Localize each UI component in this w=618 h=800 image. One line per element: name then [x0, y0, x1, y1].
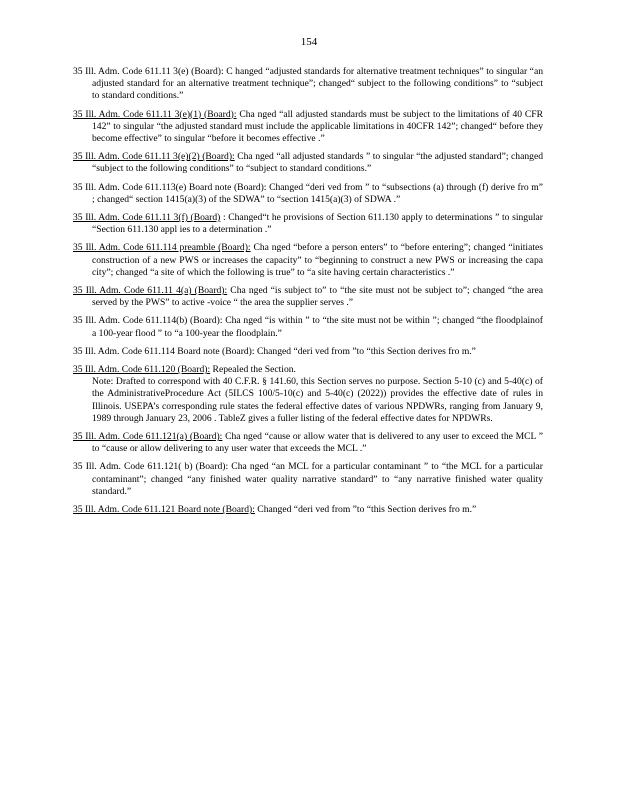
entry-text: Repealed the Section. — [210, 364, 296, 376]
entry-611-114-board-note — [73, 346, 543, 358]
entry-text: Cha nged “all adjusted standards ” to singular “the adjusted standard”; changed “subject to the following conditions” to “subject to standard conditions.” — [92, 151, 543, 175]
entry-611-114-preamble — [73, 242, 543, 279]
entry-text: C hanged “adjusted standards for alternative treatment techniques” to singular “an adjusted standard for an alternative treatment technique”; changed“ subject to the following conditions” to “subject to standard conditions.” — [92, 66, 544, 102]
entry-text: Changed “deri ved from ”to “this Section derives fro m.” — [254, 504, 477, 516]
entry-citation: 35 Ill. Adm. Code 611.113(e) Board note (Board): — [73, 181, 267, 193]
entry-text: Changed “deri ved from ” to “subsections (a) through (f) derive fro m” ; changed“ section 1415(a)(3) of the SDWA” to “section 1415(a)(3) of SDWA .” — [92, 181, 543, 205]
entry-611-113-f — [73, 212, 543, 236]
entry-text: Cha nged “is within ” to “the site must not be within ”; changed “the floodplainof a 100-year flood ” to “a 100-year the floodplain.” — [92, 315, 543, 339]
entry-text: : Changed“t he provisions of Section 611.130 apply to determinations ” to singular “Section 611.130 appl ies to a determination .” — [92, 212, 543, 236]
entry-611-114-b — [73, 315, 543, 339]
entry-citation: 35 Ill. Adm. Code 611.11 3(e)(2) (Board): — [73, 151, 235, 163]
entry-text: Cha nged “is subject to” to “the site must not be subject to”; changed “the area served by the PWS” to active -voice “ the area the supplier serves .” — [92, 285, 543, 309]
entry-611-113-e — [73, 66, 543, 103]
entry-611-121-a — [73, 431, 543, 455]
entry-text: Changed “deri ved from ”to “this Section derives fro m.” — [254, 345, 476, 357]
entry-611-113-e-2 — [73, 151, 543, 175]
entry-citation: 35 Ill. Adm. Code 611.11 3(f) (Board) — [73, 212, 221, 224]
entry-611-121-board-note — [73, 504, 543, 516]
entry-611-113-e-board-note — [73, 182, 543, 206]
entry-citation: 35 Ill. Adm. Code 611.11 3(e)(1) (Board): — [73, 108, 237, 120]
entry-text: Cha nged “cause or allow water that is delivered to any user to exceed the MCL ” to “cause or allow delivering to any user water that exceeds the MCL .” — [92, 431, 543, 455]
entry-citation: 35 Ill. Adm. Code 611.121(a) (Board): — [73, 431, 223, 443]
entry-text: Cha nged “before a person enters” to “before entering”; changed “initiates construction of a new PWS or increases the capacity” to “beginning to construct a new PWS or increasing the capa city”; changed “a site of which the following is true” to “a site having certain characteristics .” — [92, 242, 543, 278]
entry-list — [73, 66, 543, 522]
entry-text: Cha nged “all adjusted standards must be subject to the limitations of 40 CFR 142” to singular “the adjusted standard must include the applicable limitations in 40CFR 142”; changed“ before they become effective” to singular “before it becomes effective .” — [92, 108, 543, 145]
entry-citation: 35 Ill. Adm. Code 611.114(b) (Board): — [73, 315, 223, 327]
entry-611-120 — [73, 364, 543, 425]
entry-text: Cha nged “an MCL for a particular contaminant ” to “the MCL for a particular contaminant”; changed “any finished water quality narrative standard” to “any narrative finished water quality standard.” — [92, 461, 543, 497]
page-number: 154 — [300, 36, 318, 48]
entry-citation: 35 Ill. Adm. Code 611.11 3(e) (Board): — [73, 66, 224, 77]
entry-citation: 35 Ill. Adm. Code 611.121 Board note (Board): — [73, 504, 255, 516]
entry-citation: 35 Ill. Adm. Code 611.114 Board note (Board): — [73, 345, 255, 357]
entry-611-121-b — [73, 461, 543, 498]
entry-citation: 35 Ill. Adm. Code 611.11 4(a) (Board): — [73, 285, 228, 297]
entry-note: Note: Drafted to correspond with 40 C.F.R. § 141.60, this Section serves no purpose. Section 5-10 (c) and 5-40(c) of the AdministrativeProcedure Act (5ILCS 100/5-10(c) and 5-40(c) (2022)) provides the effective date of rules in Illinois. USEPA’s corresponding rule states the federal effective dates of various NPDWRs, ranging from January 9, 1989 through January 23, 2006 . TableZ gives a fuller listing of the federal effective dates for NPDWRs. — [92, 376, 543, 424]
entry-citation: 35 Ill. Adm. Code 611.121( b) (Board): — [73, 461, 229, 473]
entry-611-113-e-1 — [73, 109, 543, 146]
entry-citation: 35 Ill. Adm. Code 611.114 preamble (Board): — [73, 242, 251, 254]
entry-citation: 35 Ill. Adm. Code 611.120 (Board): — [73, 364, 211, 376]
entry-611-114-a — [73, 285, 543, 309]
